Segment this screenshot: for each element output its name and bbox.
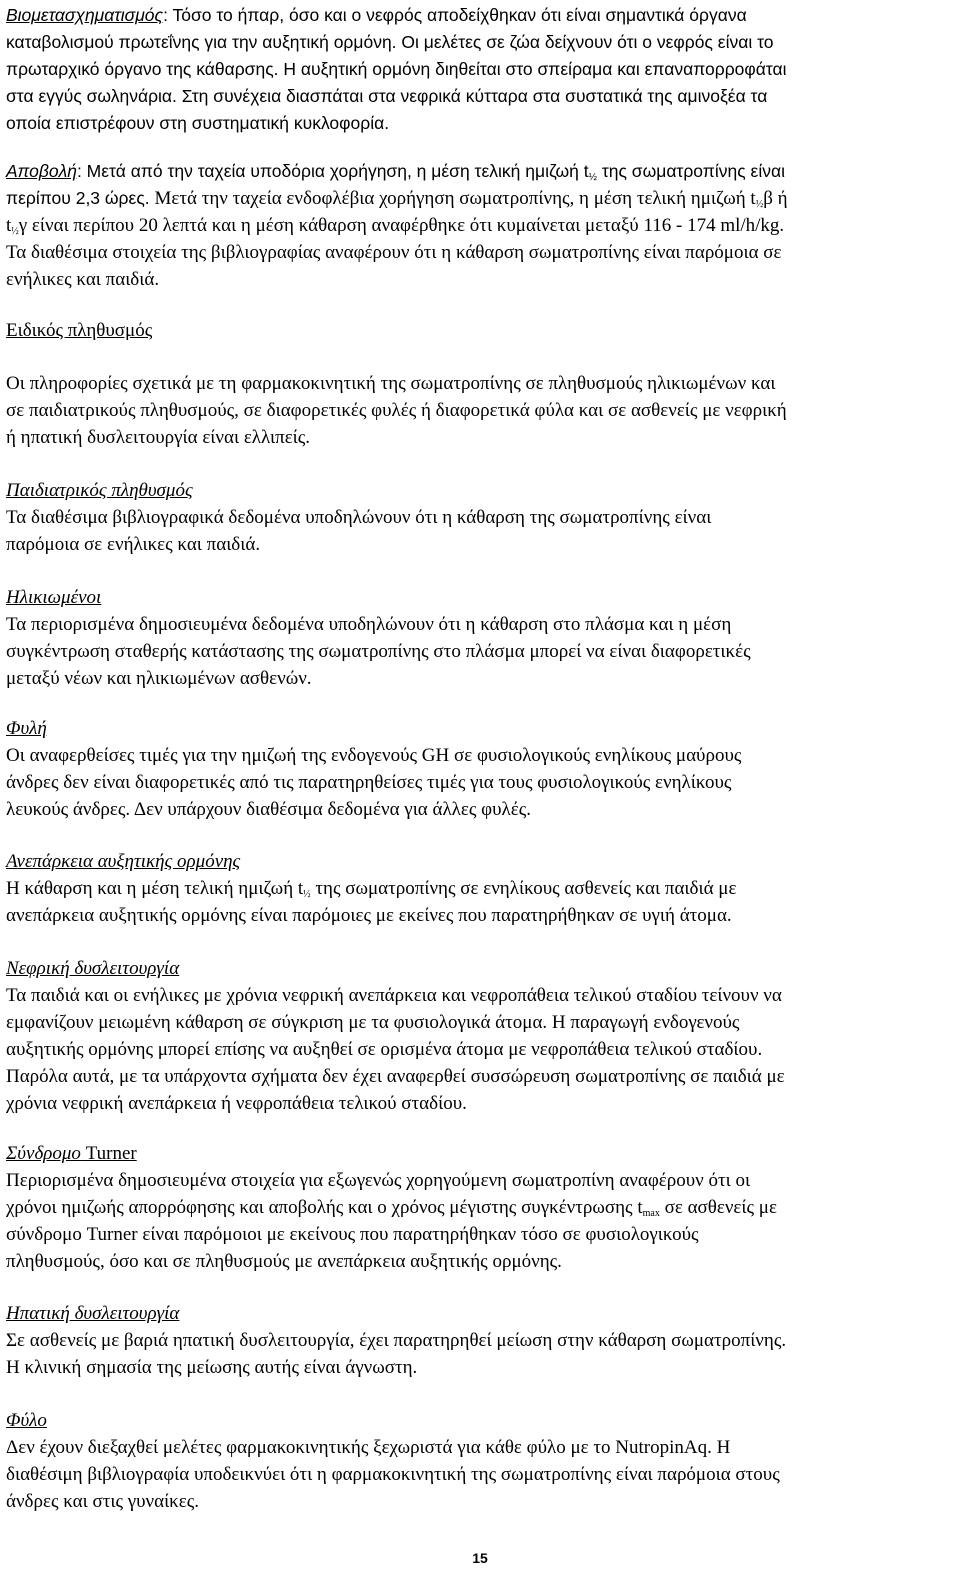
pediatric-section: Παιδιατρικός πληθυσμός Τα διαθέσιμα βιβλιογραφικά δεδομένα υποδηλώνουν ότι η κάθαρση της σωματροπίνης είναι παρόμοια σε ενήλικες και παιδιά. (6, 477, 954, 558)
biotransformation-paragraph: Βιομετασχηματισμός: Τόσο το ήπαρ, όσο και ο νεφρός αποδείχθηκαν ότι είναι σημαντικά όργανα καταβολισμού πρωτεΐνης για την αυξητική ορμόνη. Οι μελέτες σε ζώα δείχνουν ότι ο νεφρός είναι το πρωταρχικό όργανο της κάθαρσης. Η αυξητική ορμόνη διηθείται στο σπείραμα και επαναπορροφάται στα εγγύς σωληνάρια. Στη συνέχεια διασπάται στα νεφρικά κύτταρα στα συστατικά της αμινοξέα τα οποία επιστρέφουν στη συστηματική κυκλοφορία. (6, 5, 787, 133)
biotransformation-label: Βιομετασχηματισμός (6, 5, 164, 25)
turner-section: Σύνδρομο Turner Περιορισμένα δημοσιευμένα στοιχεία για εξωγενώς χορηγούμενη σωματροπίνη αναφέρουν ότι οι χρόνοι ημιζωής απορρόφησης και αποβολής και ο χρόνος μέγιστης συγκέντρωσης $t_{max}$ σε ασθενείς με σύνδρομο Turner είναι παρόμοιοι με εκείνους που παρατηρήθηκαν τόσο σε φυσιολογικούς πληθυσμούς, όσο και σε πληθυσμούς με ανεπάρκεια αυξητικής ορμόνης. (6, 1143, 777, 1272)
section-heading: Σύνδρομο (6, 1143, 81, 1164)
section-heading: Νεφρική δυσλειτουργία (6, 958, 180, 979)
elimination-paragraph: Αποβολή: Μετά από την ταχεία υποδόρια χορήγηση, η μέση τελική ημιζωή $t_{\frac{1}{2}}$ της σωματροπίνης είναι περίπου 2,3 ώρες. Μετά την ταχεία ενδοφλέβια χορήγηση σωματροπίνης, η μέση τελική ημιζωή $t_{\frac{1}{2}}\beta$ ή $t_{\frac{1}{2}}\gamma$ είναι περίπου 20 λεπτά και η μέση κάθαρση αναφέρθηκε ότι κυμαίνεται μεταξύ 116 - 174 ml/h/kg. Τα διαθέσιμα στοιχεία της βιβλιογραφίας αναφέρουν ότι η κάθαρση σωματροπίνης είναι παρόμοια σε ενήλικες και παιδιά. (6, 161, 788, 290)
section-heading: Ειδικός πληθυσμός (6, 320, 153, 341)
page-number: 15 (472, 1550, 488, 1566)
race-section: Φυλή Οι αναφερθείσες τιμές για την ημιζωή της ενδογενούς GH σε φυσιολογικούς ενηλίκους μαύρους άνδρες δεν είναι διαφορετικές από τις παρατηρηθείσες τιμές για τους φυσιολογικούς ενηλίκους λευκούς άνδρες. Δεν υπάρχουν διαθέσιμα δεδομένα για άλλες φυλές. (6, 715, 954, 823)
section-heading: Ανεπάρκεια αυξητικής ορμόνης (6, 851, 241, 872)
section-heading: Φύλο (6, 1410, 47, 1431)
section-heading: Παιδιατρικός πληθυσμός (6, 480, 193, 501)
special-population-section (6, 317, 954, 344)
ghd-section: Ανεπάρκεια αυξητικής ορμόνης Η κάθαρση και η μέση τελική ημιζωή $t_{\frac{1}{2}}$ της σωματροπίνης σε ενηλίκους ασθενείς και παιδιά με ανεπάρκεια αυξητικής ορμόνης είναι παρόμοιες με εκείνες που παρατηρήθηκαν σε υγιή άτομα. (6, 848, 954, 929)
elderly-section: Ηλικιωμένοι Τα περιορισμένα δημοσιευμένα δεδομένα υποδηλώνουν ότι η κάθαρση στο πλάσμα και η μέση συγκέντρωση σταθερής κατάστασης της σωματροπίνης στο πλάσμα μπορεί να είναι διαφορετικές μεταξύ νέων και ηλικιωμένων ασθενών. (6, 584, 954, 692)
section-heading: Φυλή (6, 718, 47, 739)
special-population-paragraph: Οι πληροφορίες σχετικά με τη φαρμακοκινητική της σωματροπίνης σε πληθυσμούς ηλικιωμένων και σε παιδιατρικούς πληθυσμούς, σε διαφορετικές φυλές ή διαφορετικά φύλα και σε ασθενείς με νεφρική ή ηπατική δυσλειτουργία είναι ελλιπείς. (6, 373, 787, 448)
elimination-label: Αποβολή (6, 161, 77, 181)
section-heading: Ηλικιωμένοι (6, 587, 102, 608)
hepatic-section: Ηπατική δυσλειτουργία Σε ασθενείς με βαριά ηπατική δυσλειτουργία, έχει παρατηρηθεί μείωση στην κάθαρση σωματροπίνης. Η κλινική σημασία της μείωσης αυτής είναι άγνωστη. (6, 1300, 954, 1381)
section-heading: Ηπατική δυσλειτουργία (6, 1303, 180, 1324)
renal-section: Νεφρική δυσλειτουργία Τα παιδιά και οι ενήλικες με χρόνια νεφρική ανεπάρκεια και νεφροπάθεια τελικού σταδίου τείνουν να εμφανίζουν μειωμένη κάθαρση σε σύγκριση με τα φυσιολογικά άτομα. Η παραγωγή ενδογενούς αυξητικής ορμόνης μπορεί επίσης να αυξηθεί σε ορισμένα άτομα με νεφροπάθεια τελικού σταδίου. Παρόλα αυτά, με τα υπάρχοντα σχήματα δεν έχει αναφερθεί συσσώρευση σωματροπίνης σε παιδιά με χρόνια νεφρική ανεπάρκεια ή νεφροπάθεια τελικού σταδίου. (6, 955, 954, 1117)
sex-section: Φύλο Δεν έχουν διεξαχθεί μελέτες φαρμακοκινητικής ξεχωριστά για κάθε φύλο με το NutropinAq. Η διαθέσιμη βιβλιογραφία υποδεικνύει ότι η φαρμακοκινητική της σωματροπίνης είναι παρόμοια στους άνδρες και στις γυναίκες. (6, 1407, 954, 1515)
